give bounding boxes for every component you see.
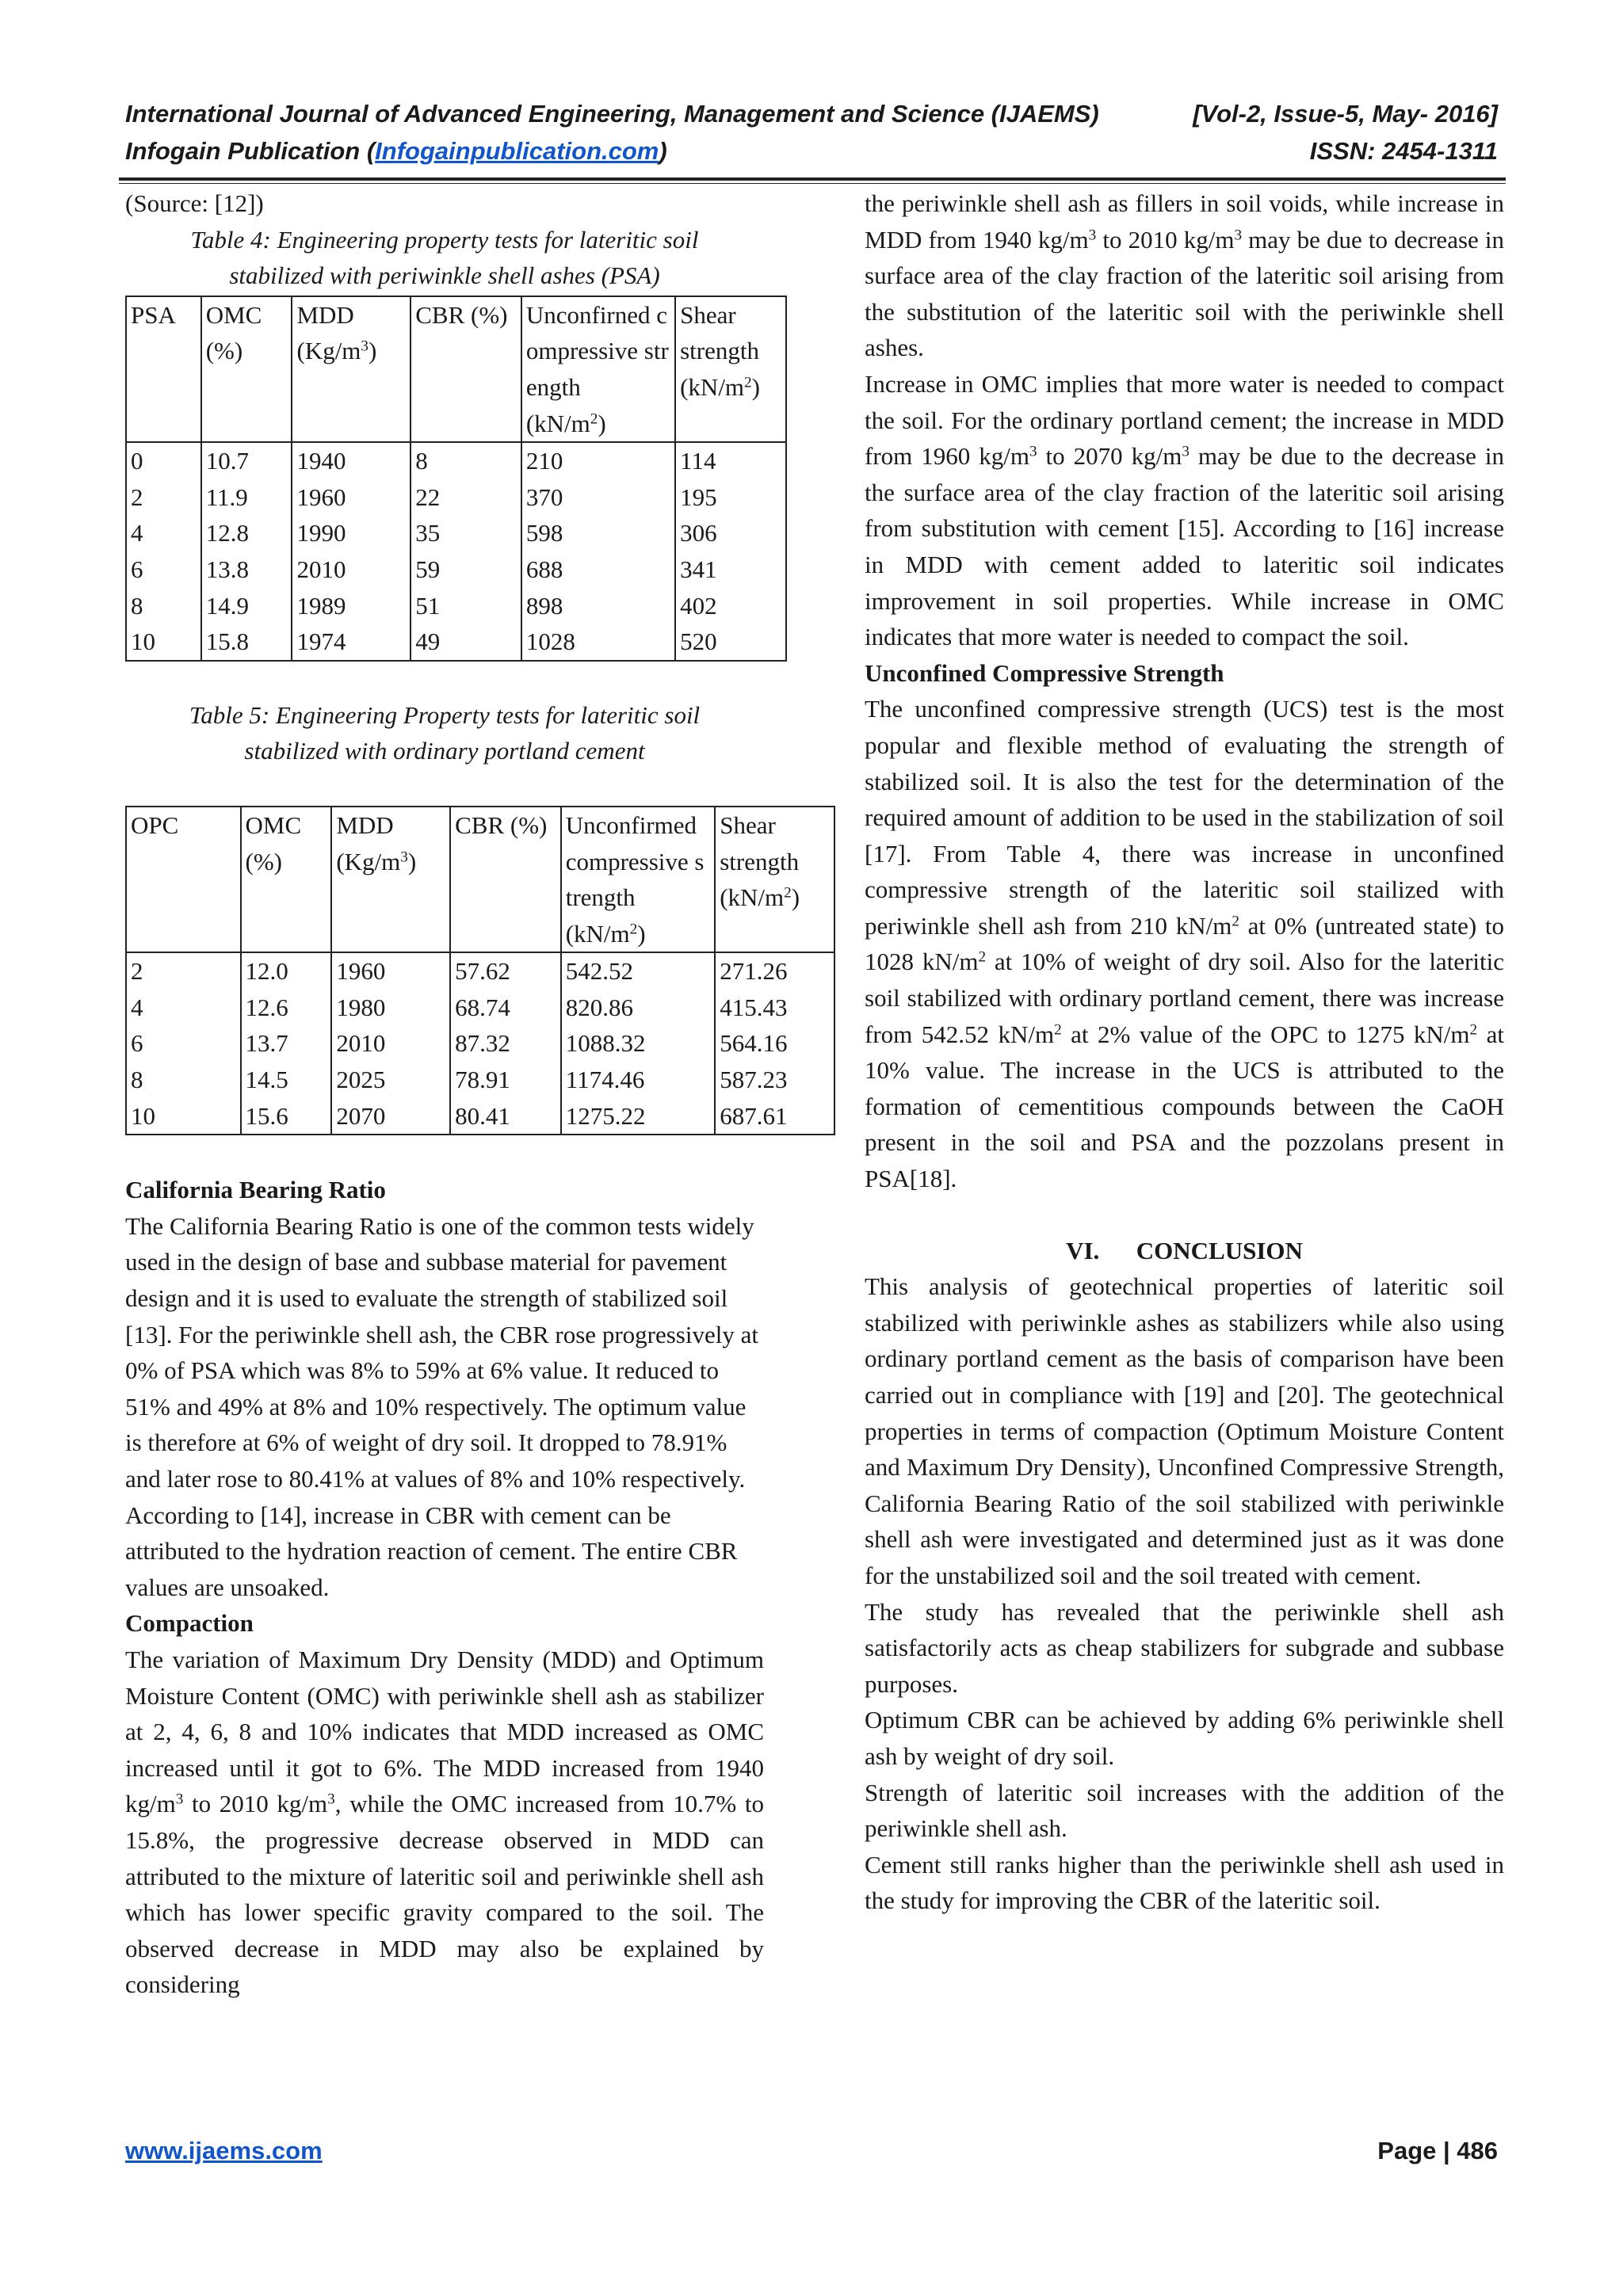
table-cell: 2025 xyxy=(331,1062,450,1098)
table-cell: 1088.32 xyxy=(561,1025,715,1062)
table-cell: 1174.46 xyxy=(561,1062,715,1098)
compaction-paragraph: The variation of Maximum Dry Density (MDD) and Optimum Moisture Content (OMC) with periwinkle shell ash as stabilizer at 2, 4, 6, 8 and 10% indicates that MDD increased as OMC increased until it got to 6%. The MDD increased from 1940 $kg/m^3$ to 2010 $kg/m^3$, while the OMC increased from 10.7% to 15.8%, the progressive decrease observed in MDD can attributed to the mixture of lateritic soil and periwinkle shell ash which has lower specific gravity compared to the soil. The observed decrease in MDD may also be explained by considering xyxy=(125,1645,765,1999)
ucs-label: Unconfirned compressive strength xyxy=(525,300,669,401)
shear-unit: (kN/m xyxy=(680,372,745,401)
table-cell: 2070 xyxy=(331,1098,450,1135)
table-cell: 520 xyxy=(675,624,786,661)
table-row xyxy=(126,515,786,551)
table-cell: 49 xyxy=(411,624,521,661)
table-cell: 898 xyxy=(521,588,675,624)
table-cell: 2010 xyxy=(292,551,411,588)
table-cell: 415.43 xyxy=(715,990,834,1026)
table-cell: 1960 xyxy=(331,952,450,990)
table4 xyxy=(125,296,787,662)
conclusion-paragraph-3: Optimum CBR can be achieved by adding 6% periwinkle shell ash by weight of dry soil. xyxy=(865,1706,1504,1770)
table-cell: 57.62 xyxy=(450,952,561,990)
table-cell: 0 xyxy=(126,442,201,479)
table4-header-shear: Shear strength $(kN/m^2)$ xyxy=(675,296,786,442)
page-number: Page | 486 xyxy=(1377,2137,1498,2164)
compaction-heading: Compaction xyxy=(125,1609,254,1638)
table-cell: 1974 xyxy=(292,624,411,661)
table-cell: 1960 xyxy=(292,479,411,516)
table-cell: 80.41 xyxy=(450,1098,561,1135)
table-cell: 271.26 xyxy=(715,952,834,990)
table-cell: 1028 xyxy=(521,624,675,661)
mdd-unit: (Kg/m xyxy=(336,847,401,875)
issn: ISSN: 2454-1311 xyxy=(1309,137,1498,165)
table-cell: 688 xyxy=(521,551,675,588)
ucs-label: Unconfirmed compressive strength xyxy=(565,810,705,912)
table-cell: 8 xyxy=(126,588,201,624)
table-cell: 6 xyxy=(126,551,201,588)
table4-header-mdd: MDD $(Kg/m^3)$ xyxy=(292,296,411,442)
table-cell: 11.9 xyxy=(201,479,292,516)
mdd-label: MDD xyxy=(336,810,394,839)
table4-header-cbr: CBR (%) xyxy=(411,296,521,442)
table-cell: 1990 xyxy=(292,515,411,551)
table-cell: 14.9 xyxy=(201,588,292,624)
table5-caption: Table 5: Engineering Property tests for lateritic soil stabilized with ordinary portland cement xyxy=(189,700,701,765)
table-row xyxy=(126,1062,834,1098)
mdd-paragraph: the periwinkle shell ash as fillers in soil voids, while increase in MDD from 1940 $kg/m^3$ to 2010 $kg/m^3$ may be due to decrease in surface area of the clay fraction of the lateritic soil arising from the substitution of the lateritic soil with the periwinkle shell ashes. xyxy=(865,189,1504,362)
table5-header-ucs: Unconfirmed compressive strength $(kN/m^2)$ xyxy=(561,807,715,952)
table-cell: 1980 xyxy=(331,990,450,1026)
table-row xyxy=(126,588,786,624)
table-cell: 13.8 xyxy=(201,551,292,588)
running-header xyxy=(125,100,1498,128)
table-row xyxy=(126,624,786,661)
header-rule-thick xyxy=(119,177,1506,181)
table-cell: 87.32 xyxy=(450,1025,561,1062)
table-cell: 820.86 xyxy=(561,990,715,1026)
table-cell: 2010 xyxy=(331,1025,450,1062)
header-rule-thin xyxy=(119,183,1506,184)
table-cell: 8 xyxy=(126,1062,241,1098)
table5-header-shear: Shear strength $(kN/m^2)$ xyxy=(715,807,834,952)
table-cell: 542.52 xyxy=(561,952,715,990)
ucs-heading: Unconfined Compressive Strength xyxy=(865,658,1224,687)
cbr-heading: California Bearing Ratio xyxy=(125,1176,386,1204)
table-cell: 35 xyxy=(411,515,521,551)
publisher-link[interactable]: Infogainpublication.com xyxy=(375,137,659,165)
table-cell: 2 xyxy=(126,479,201,516)
table-cell: 1989 xyxy=(292,588,411,624)
table4-header-row xyxy=(126,296,786,442)
table-cell: 4 xyxy=(126,990,241,1026)
table-cell: 6 xyxy=(126,1025,241,1062)
table-cell: 12.0 xyxy=(241,952,332,990)
publisher-suffix: ) xyxy=(659,137,667,165)
table5-header-mdd: MDD $(Kg/m^3)$ xyxy=(331,807,450,952)
conclusion-heading: VI. CONCLUSION xyxy=(1066,1236,1303,1264)
table-cell: 1940 xyxy=(292,442,411,479)
cbr-paragraph: The California Bearing Ratio is one of the common tests widely used in the design of base and subbase material for pavement design and it is used to evaluate the strength of stabilized soil [13]. For the periwinkle shell ash, the CBR rose progressively at 0% of PSA which was 8% to 59% at 6% value. It reduced to 51% and 49% at 8% and 10% respectively. The optimum value is therefore at 6% of weight of dry soil. It dropped to 78.91% and later rose to 80.41% at values of 8% and 10% respectively. According to [14], increase in CBR with cement can be attributed to the hydration reaction of cement. The entire CBR values are unsoaked. xyxy=(125,1211,758,1601)
right-column xyxy=(865,185,1504,1919)
conclusion-paragraph-1: This analysis of geotechnical properties of lateritic soil stabilized with periwinkle ashes as stabilizers while also using ordinary portland cement as the basis of comparison have been carried out in compliance with [19] and [20]. The geotechnical properties in terms of compaction (Optimum Moisture Content and Maximum Dry Density), Unconfined Compressive Strength, California Bearing Ratio of the soil stabilized with periwinkle shell ash were investigated and determined just as it was done for the unstabilized soil and the soil treated with cement. xyxy=(865,1272,1504,1589)
table5-header-cbr: CBR (%) xyxy=(450,807,561,952)
table-cell: 10 xyxy=(126,1098,241,1135)
table4-caption: Table 4: Engineering property tests for lateritic soil stabilized with periwinkle shell ashes (PSA) xyxy=(190,225,699,290)
shear-label: Shear strength xyxy=(720,810,800,875)
table-cell: 15.8 xyxy=(201,624,292,661)
table-row xyxy=(126,551,786,588)
table-cell: 2 xyxy=(126,952,241,990)
table-cell: 114 xyxy=(675,442,786,479)
table-cell: 15.6 xyxy=(241,1098,332,1135)
table-cell: 1275.22 xyxy=(561,1098,715,1135)
table-cell: 195 xyxy=(675,479,786,516)
table-cell: 78.91 xyxy=(450,1062,561,1098)
table-cell: 51 xyxy=(411,588,521,624)
table-cell: 687.61 xyxy=(715,1098,834,1135)
table-cell: 306 xyxy=(675,515,786,551)
publisher-prefix: Infogain Publication ( xyxy=(125,137,376,165)
shear-label: Shear strength xyxy=(680,300,759,365)
conclusion-paragraph-2: The study has revealed that the periwinkle shell ash satisfactorily acts as cheap stabilizers for subgrade and subbase purposes. xyxy=(865,1597,1504,1698)
table-row xyxy=(126,1098,834,1135)
table-cell: 564.16 xyxy=(715,1025,834,1062)
publisher-line xyxy=(125,137,1498,166)
ucs-unit: (kN/m xyxy=(565,919,630,948)
table-cell: 68.74 xyxy=(450,990,561,1026)
table-cell: 598 xyxy=(521,515,675,551)
table-cell: 59 xyxy=(411,551,521,588)
table-cell: 210 xyxy=(521,442,675,479)
table5-header-omc: OMC (%) xyxy=(241,807,332,952)
mdd-unit: (Kg/m xyxy=(296,337,361,365)
table4-header-ucs: Unconfirned compressive strength $(kN/m^2)$ xyxy=(521,296,675,442)
table-cell: 4 xyxy=(126,515,201,551)
table-cell: 12.8 xyxy=(201,515,292,551)
volume-info: [Vol-2, Issue-5, May- 2016] xyxy=(1193,100,1498,128)
shear-unit: (kN/m xyxy=(720,883,785,912)
conclusion-paragraph-5: Cement still ranks higher than the periwinkle shell ash used in the study for improving the CBR of the lateritic soil. xyxy=(865,1850,1504,1915)
table4-header-omc: OMC (%) xyxy=(201,296,292,442)
table-cell: 12.6 xyxy=(241,990,332,1026)
source-note: (Source: [12]) xyxy=(125,189,264,217)
table-cell: 370 xyxy=(521,479,675,516)
table-row xyxy=(126,479,786,516)
table5-header-row xyxy=(126,807,834,952)
conclusion-paragraph-4: Strength of lateritic soil increases with the addition of the periwinkle shell ash. xyxy=(865,1778,1504,1843)
table-row xyxy=(126,952,834,990)
table-cell: 22 xyxy=(411,479,521,516)
table-cell: 587.23 xyxy=(715,1062,834,1098)
table-cell: 341 xyxy=(675,551,786,588)
table-cell: 8 xyxy=(411,442,521,479)
ucs-paragraph: The unconfined compressive strength (UCS) test is the most popular and flexible method of evaluating the strength of stabilized soil. It is also the test for the determination of the required amount of addition to be used in the stabilization of soil [17]. From Table 4, there was increase in unconfined compressive strength of the lateritic soil stailized with periwinkle shell ash from 210 $kN/m^2$ at 0% (untreated state) to 1028 $kN/m^2$ at 10% of weight of dry soil. Also for the lateritic soil stabilized with ordinary portland cement, there was increase from 542.52 $kN/m^2$ at 2% value of the OPC to 1275 $kN/m^2$ at 10% value. The increase in the UCS is attributed to the formation of cementitious compounds between the CaOH present in the soil and PSA and the pozzolans present in PSA[18]. xyxy=(865,695,1505,1193)
footer-website-link[interactable]: www.ijaems.com xyxy=(125,2137,323,2164)
table-row xyxy=(126,990,834,1026)
table-cell: 10.7 xyxy=(201,442,292,479)
left-column xyxy=(125,185,800,2003)
journal-title: International Journal of Advanced Engineering, Management and Science (IJAEMS) xyxy=(125,100,1099,128)
table-cell: 402 xyxy=(675,588,786,624)
table-row xyxy=(126,1025,834,1062)
table5 xyxy=(125,806,835,1135)
mdd-label: MDD xyxy=(296,300,354,329)
table-cell: 14.5 xyxy=(241,1062,332,1098)
omc-paragraph: Increase in OMC implies that more water is needed to compact the soil. For the ordinary portland cement; the increase in MDD from 1960 $kg/m^3$ to 2070 $kg/m^3$ may be due to the decrease in the surface area of the clay fraction of the lateritic soil arising from substitution with cement [15]. According to [16] increase in MDD with cement added to lateritic soil indicates improvement in soil properties. While increase in OMC indicates that more water is needed to compact the soil. xyxy=(865,369,1504,651)
ucs-unit: (kN/m xyxy=(525,409,590,437)
table-row xyxy=(126,442,786,479)
table5-header-opc: OPC xyxy=(126,807,241,952)
table4-header-psa: PSA xyxy=(126,296,201,442)
table-cell: 10 xyxy=(126,624,201,661)
table-cell: 13.7 xyxy=(241,1025,332,1062)
